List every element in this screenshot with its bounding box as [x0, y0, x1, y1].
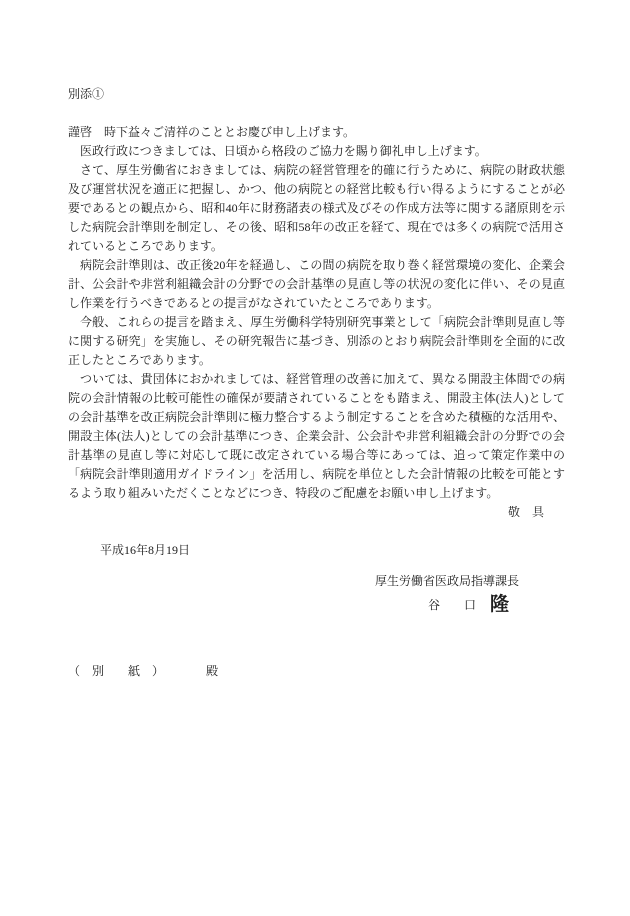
paragraph-request: ついては、貴団体におかれましては、経営管理の改善に加えて、異なる開設主体間での病院の会計情報の比較可能性の確保が要請されていることをも踏まえ、開設主体(法人)としての会計基準を改正病院会計準則に極力整合するよう制定することを含めた積極的な活用や、開設主体(法人)としての会計基準につき、企業会計、公会計や非営利組織会計の分野での会計基準の見直し等に対応して既に改定されている場合等にあっては、追って策定作業中の「病院会計準則適用ガイドライン」を活用し、病院を単位とした会計情報の比較を可能とするよう取り組みいただくことなどにつき、特段のご配慮をお願い申し上げます。 [68, 372, 565, 500]
sender-title: 厚生労働省医政局指導課長 [375, 574, 520, 588]
sender-name-line [68, 594, 565, 616]
paragraph-background: さて、厚生労働省におきましては、病院の経営管理を的確に行うために、病院の財政状態及び運営状況を適正に把握し、かつ、他の病院との経営比較も行い得るようにすることが必要であるとの観点から、昭和40年に財務諸表の様式及びその作成方法等に関する諸原則を示した病院会計準則を制定し、その後、昭和58年の改正を経て、現在では多くの病院で活用されているところであります。 [68, 163, 565, 253]
paragraph-greeting: 医政行政につきましては、日頃から格段のご協力を賜り御礼申し上げます。 [80, 144, 487, 158]
closing-keigu: 敬 具 [507, 505, 544, 519]
letter-body [68, 123, 565, 503]
salutation-line: 謹啓 時下益々ご清祥のこととお慶び申し上げます。 [68, 125, 356, 139]
letter-date: 平成16年8月19日 [100, 543, 191, 557]
sender-seal: 隆 [490, 594, 510, 615]
sender-name: 谷 口 [428, 598, 477, 612]
paragraph-revision: 今般、これらの提言を踏まえ、厚生労働科学特別研究事業として「病院会計準則見直し等に関する研究」を実施し、その研究報告に基づき、別添のとおり病院会計準則を全面的に改正したところであります。 [68, 315, 565, 367]
recipient-line: （ 別 紙 ） 殿 [68, 664, 219, 678]
attachment-label: 別添① [68, 87, 105, 101]
paragraph-review-proposal: 病院会計準則は、改正後20年を経過し、この間の病院を取り巻く経営環境の変化、企業会計、公会計や非営利組織会計の分野での会計基準の見直し等の状況の変化に伴い、その見直し作業を行うべきであるとの提言がなされていたところであります。 [68, 258, 565, 310]
